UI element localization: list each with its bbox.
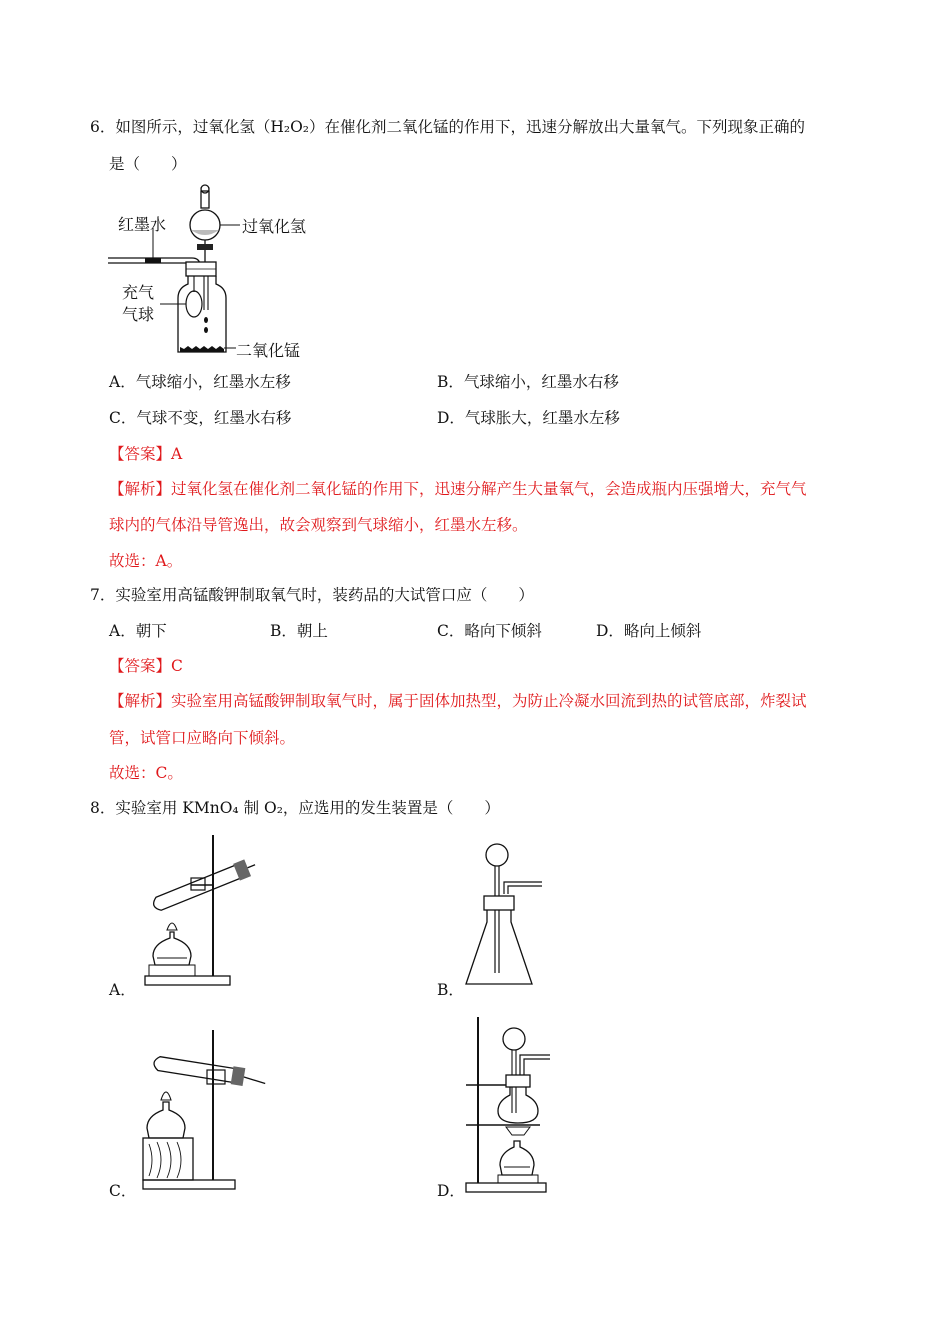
q8-apparatus-c [135, 1030, 270, 1195]
red-ink-drop [145, 258, 161, 263]
flask [178, 276, 226, 352]
q8-apparatus-a [135, 830, 265, 995]
q7-choose: 故选：C。 [109, 764, 183, 782]
q8-apparatus-d [462, 1015, 557, 1197]
alcohol-lamp [500, 1141, 534, 1175]
label-red-ink: 红墨水 [118, 215, 167, 234]
q6-stem-line1: 6．如图所示，过氧化氢（H₂O₂）在催化剂二氧化锰的作用下，迅速分解放出大量氧气。下列现象正确的 [90, 118, 806, 136]
q6-stem-line2: 是（ ） [109, 155, 187, 173]
q7-option-b: B．朝上 [270, 622, 328, 640]
label-balloon-2: 气球 [122, 305, 155, 324]
q6-option-a: A．气球缩小，红墨水左移 [109, 373, 291, 391]
q8-stem: 8．实验室用 KMnO₄ 制 O₂，应选用的发生装置是（ ） [90, 799, 500, 817]
q8-option-c-label: C． [109, 1182, 137, 1200]
q8-option-d-label: D． [437, 1182, 465, 1200]
q7-option-c: C．略向下倾斜 [437, 622, 542, 640]
q6-option-b: B．气球缩小，红墨水右移 [437, 373, 619, 391]
q7-option-d: D．略向上倾斜 [596, 622, 702, 640]
q8-option-b-label: B． [437, 981, 464, 999]
q6-option-c: C．气球不变，红墨水右移 [109, 409, 292, 427]
q6-apparatus-figure [100, 180, 330, 365]
alcohol-lamp [153, 932, 191, 965]
q8-option-a-label: A． [109, 981, 136, 999]
q7-answer: 【答案】C [109, 657, 183, 675]
q7-option-a: A．朝下 [109, 622, 167, 640]
q7-analysis-line1: 【解析】实验室用高锰酸钾制取氧气时，属于固体加热型，为防止冷凝水回流到热的试管底部，炸裂试 [109, 692, 807, 710]
test-tube [151, 864, 242, 912]
q7-analysis-line2: 管，试管口应略向下倾斜。 [109, 729, 296, 747]
round-flask [498, 1087, 538, 1123]
q6-analysis-line2: 球内的气体沿导管逸出，故会观察到气球缩小，红墨水左移。 [109, 516, 528, 534]
balloon [186, 291, 202, 317]
label-mno2: 二氧化锰 [236, 341, 301, 360]
q8-apparatus-b [462, 838, 557, 996]
q6-analysis-line1: 【解析】过氧化氢在催化剂二氧化锰的作用下，迅速分解产生大量氧气，会造成瓶内压强增大，充气气 [109, 480, 807, 498]
q6-option-d: D．气球胀大，红墨水左移 [437, 409, 620, 427]
label-h2o2: 过氧化氢 [242, 217, 307, 236]
q7-stem: 7．实验室用高锰酸钾制取氧气时，装药品的大试管口应（ ） [90, 586, 534, 604]
q6-answer: 【答案】A [109, 445, 183, 463]
alcohol-lamp [147, 1102, 185, 1138]
label-balloon-1: 充气 [122, 283, 155, 302]
q6-choose: 故选：A。 [109, 552, 183, 570]
funnel-bulb [190, 210, 220, 240]
